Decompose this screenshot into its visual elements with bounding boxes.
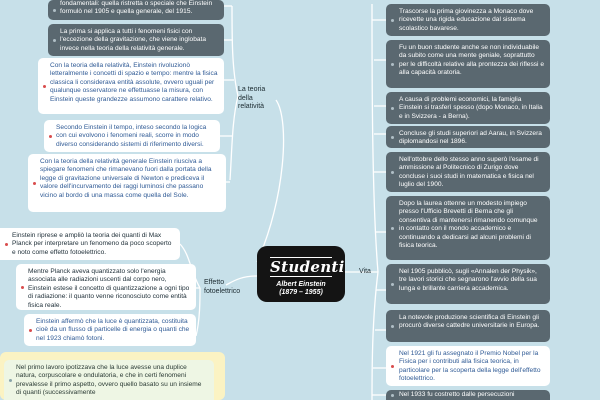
- node-bullet-icon: [391, 19, 394, 22]
- life-node-3-text: A causa di problemi economici, la famiglia Einstein si trasferì spesso (dopo Monaco, in Italia e in Svizzera - a Berna).: [399, 96, 543, 120]
- node-bullet-icon: [21, 286, 24, 289]
- relativity-node-3-text: Con la teoria della relatività, Einstein rivoluzionò letteralmente i concetti di spazio e tempo: mentre la fisica classica li considerava entità assolute, ovvero uguali per qualunque osservatore ne effettuasse la misura, con Einstein queste grandezze assumono carattere relativo.: [50, 62, 218, 103]
- life-node-4-text: Concluse gli studi superiori ad Aarau, in Svizzera diplomandosi nel 1896.: [399, 130, 542, 146]
- life-node-8-text: La notevole produzione scientifica di Einstein gli procurò diverse cattedre universitarie in Europa.: [399, 314, 540, 330]
- life-node-9[interactable]: [386, 346, 550, 386]
- relativity-node-1-text: fondamentali: quella ristretta o speciale che Einstein formulò nel 1905 e quella generale, del 1915.: [60, 0, 213, 16]
- link-center-relativity: [257, 100, 284, 262]
- node-bullet-icon: [391, 136, 394, 139]
- photoelectric-node-2-text: Mentre Planck aveva quantizzato solo l'energia associata alle radiazioni uscenti dal corpo nero, Einstein estese il concetto di quantizzazione a ogni tipo di radiazione: il quanto venne riconosciuto come entità fisica reale.: [28, 268, 190, 309]
- node-bullet-icon: [9, 379, 12, 382]
- studenti-logo: Studenti: [270, 258, 345, 276]
- photoelectric-node-2[interactable]: [16, 264, 196, 310]
- node-bullet-icon: [391, 227, 394, 230]
- node-bullet-icon: [391, 283, 394, 286]
- life-node-10[interactable]: [386, 390, 550, 400]
- life-node-6[interactable]: [386, 196, 550, 260]
- relativity-node-4-text: Secondo Einstein il tempo, inteso secondo la logica con cui evolvono i fenomeni reali, scorre in modo diverso considerando sistemi di riferimento diversi.: [56, 124, 207, 148]
- relativity-node-1[interactable]: [48, 0, 224, 20]
- node-bullet-icon: [43, 85, 46, 88]
- relativity-node-4[interactable]: [44, 120, 220, 152]
- node-bullet-icon: [391, 365, 394, 368]
- photoelectric-node-3-text: Einstein affermò che la luce è quantizzata, costituita cioè da un flusso di particelle di energia o quanti che nel 1923 chiamò fotoni.: [36, 318, 190, 342]
- relativity-node-2-text: La prima si applica a tutti i fenomeni fisici con l'eccezione della gravitazione, che viene inglobata invece nella teoria della relatività generale.: [60, 28, 207, 52]
- wave-node-1[interactable]: [4, 360, 214, 400]
- life-node-10-text: Nel 1933 fu costretto dalle persecuzioni: [399, 391, 515, 398]
- life-node-5[interactable]: [386, 152, 550, 192]
- life-node-2-text: Fu un buon studente anche se non individuabile da subito come una mente geniale, soprattutto per le difficoltà relative alla prontezza dei riflessi e alla capacità oratoria.: [399, 44, 545, 77]
- relativity-node-5[interactable]: [28, 154, 226, 212]
- wave-node-1-text: Nel primo lavoro ipotizzava che la luce avesse una duplice natura, corpuscolare e ondulatoria, e che in certi fenomeni prevalesse il primo aspetto, ovvero quello basato su un insieme di quanti (successivamente: [16, 364, 202, 397]
- relativity-branch-label[interactable]: La teoria della relatività: [238, 86, 266, 111]
- photoelectric-node-1-text: Einstein riprese e ampliò la teoria dei quanti di Max Planck per interpretare un fenomeno da poco scoperto e noto come effetto fotoelettrico.: [12, 232, 172, 256]
- node-bullet-icon: [391, 107, 394, 110]
- relativity-node-3[interactable]: [38, 58, 224, 114]
- life-node-8[interactable]: [386, 310, 550, 342]
- central-node[interactable]: [257, 246, 345, 302]
- life-node-1[interactable]: [386, 4, 550, 36]
- node-bullet-icon: [53, 9, 56, 12]
- node-bullet-icon: [391, 63, 394, 66]
- life-branch-label[interactable]: Vita: [359, 268, 371, 275]
- life-node-3[interactable]: [386, 92, 550, 124]
- life-node-1-text: Trascorse la prima giovinezza a Monaco dove ricevette una rigida educazione dal sistema scolastico bavarese.: [399, 8, 534, 32]
- central-node-name: Albert Einstein: [276, 281, 326, 288]
- node-bullet-icon: [49, 135, 52, 138]
- relativity-node-5-text: Con la teoria della relatività generale Einstein riusciva a spiegare fenomeni che rimanevano fuori dalla portata della legge di gravitazione universale di Newton e prediceva il valore dell'incurvamento dei raggi luminosi che passano vicino al bordo di una massa come quella del Sole.: [40, 158, 212, 199]
- life-node-7[interactable]: [386, 264, 550, 304]
- link-relativity-spine: [232, 6, 238, 96]
- life-node-6-text: Dopo la laurea ottenne un modesto impiego presso l'Ufficio Brevetti di Berna che gli consentiva di mantenersi rimanendo comunque in contatto con il mondo accademico e continuando a dedicarsi ad alcuni problemi di fisica teorica.: [399, 200, 538, 250]
- photoelectric-node-3[interactable]: [24, 314, 196, 346]
- node-bullet-icon: [391, 171, 394, 174]
- life-node-9-text: Nel 1921 gli fu assegnato il Premio Nobel per la Fisica per i contributi alla fisica teorica, in particolare per la scoperta della legge dell'effetto fotoelettrico.: [399, 350, 541, 383]
- relativity-node-2[interactable]: [48, 24, 224, 56]
- node-bullet-icon: [29, 329, 32, 332]
- node-bullet-icon: [391, 394, 394, 397]
- photoelectric-branch-label[interactable]: Effetto fotoelettrico: [204, 279, 241, 295]
- life-node-5-text: Nell'ottobre dello stesso anno superò l'esame di ammissione al Politecnico di Zurigo dove concluse i suoi studi in matematica e fisica nel luglio del 1900.: [399, 156, 539, 189]
- life-node-7-text: Nel 1905 pubblicò, sugli «Annalen der Physik», tre lavori storici che segnarono l'avvio della sua lunga e brillante carriera accademica.: [399, 268, 537, 292]
- node-bullet-icon: [5, 243, 8, 246]
- node-bullet-icon: [391, 325, 394, 328]
- life-node-2[interactable]: [386, 40, 550, 88]
- node-bullet-icon: [53, 39, 56, 42]
- photoelectric-node-1[interactable]: [0, 228, 180, 260]
- life-node-4[interactable]: [386, 126, 550, 148]
- node-bullet-icon: [33, 182, 36, 185]
- central-node-years: (1879 – 1955): [279, 289, 323, 296]
